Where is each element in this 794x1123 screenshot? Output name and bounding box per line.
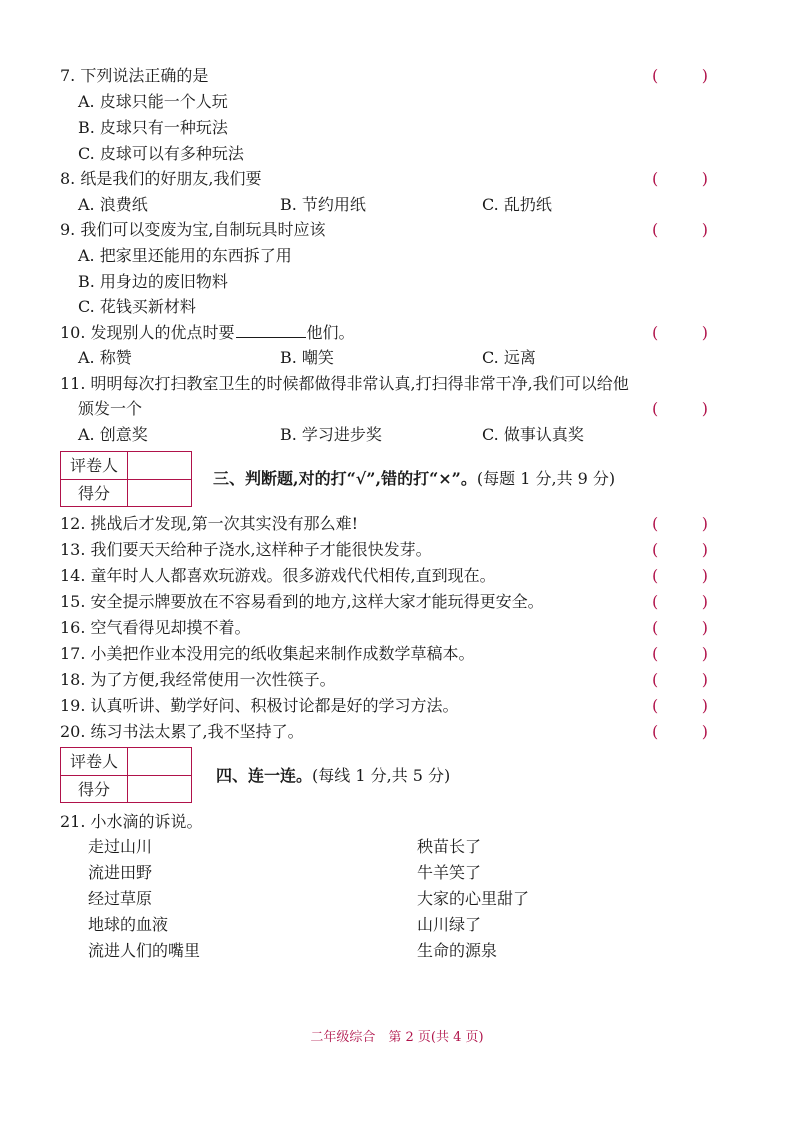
answer-bracket[interactable]: ( ) — [652, 670, 708, 689]
match-right-column — [417, 834, 529, 964]
tf-question: 20. 练习书法太累了,我不坚持了。 — [60, 722, 304, 741]
answer-bracket[interactable]: ( ) — [652, 592, 708, 611]
reviewer-label: 评卷人 — [69, 752, 118, 771]
answer-bracket[interactable]: ( ) — [652, 566, 708, 585]
match-item-left[interactable]: 流进田野 — [88, 863, 153, 882]
match-item-left[interactable]: 经过草原 — [88, 889, 153, 908]
page-footer: 二年级综合 第 2 页(共 4 页) — [310, 1030, 484, 1045]
option: B. 皮球只有一种玩法 — [78, 118, 228, 137]
question-stem: 9. 我们可以变废为宝,自制玩具时应该 — [60, 220, 326, 239]
match-item-right[interactable]: 山川绿了 — [417, 915, 482, 934]
match-item-left[interactable]: 流进人们的嘴里 — [88, 941, 201, 960]
answer-bracket[interactable]: ( ) — [652, 399, 708, 418]
match-item-right[interactable]: 牛羊笑了 — [417, 863, 482, 882]
answer-bracket[interactable]: ( ) — [652, 722, 708, 741]
tf-question: 16. 空气看得见却摸不着。 — [60, 618, 251, 637]
score-box — [60, 451, 192, 507]
options-row — [78, 423, 678, 447]
answer-bracket[interactable]: ( ) — [652, 540, 708, 559]
option: C. 远离 — [482, 348, 536, 367]
question-stem: 8. 纸是我们的好朋友,我们要 — [60, 169, 262, 188]
tf-question: 17. 小美把作业本没用完的纸收集起来制作成数学草稿本。 — [60, 644, 475, 663]
answer-bracket[interactable]: ( ) — [652, 220, 708, 239]
options-row — [78, 193, 678, 217]
question-stem: 21. 小水滴的诉说。 — [60, 812, 203, 831]
option: A. 称赞 — [78, 348, 132, 367]
option: C. 皮球可以有多种玩法 — [78, 144, 244, 163]
section-title: 三、判断题,对的打“√”,错的打“×”。(每题 1 分,共 9 分) — [213, 469, 616, 488]
answer-bracket[interactable]: ( ) — [652, 644, 708, 663]
match-item-left[interactable]: 走过山川 — [88, 837, 153, 856]
score-box — [60, 747, 192, 803]
score-label: 得分 — [77, 780, 110, 799]
reviewer-label: 评卷人 — [69, 456, 118, 475]
match-item-right[interactable]: 大家的心里甜了 — [417, 889, 530, 908]
option: C. 做事认真奖 — [482, 425, 584, 444]
score-label: 得分 — [77, 484, 110, 503]
tf-question: 18. 为了方便,我经常使用一次性筷子。 — [60, 670, 336, 689]
tf-question: 12. 挑战后才发现,第一次其实没有那么难! — [60, 514, 359, 533]
tf-question: 19. 认真听讲、勤学好问、积极讨论都是好的学习方法。 — [60, 696, 459, 715]
tf-question: 13. 我们要天天给种子浇水,这样种子才能很快发芽。 — [60, 540, 432, 559]
option: C. 花钱买新材料 — [78, 297, 196, 316]
answer-bracket[interactable]: ( ) — [652, 169, 708, 188]
match-item-right[interactable]: 生命的源泉 — [417, 941, 498, 960]
question-stem-continued: 颁发一个 — [78, 399, 143, 418]
answer-bracket[interactable]: ( ) — [652, 323, 708, 342]
option: C. 乱扔纸 — [482, 195, 552, 214]
question-stem: 7. 下列说法正确的是 — [60, 66, 209, 85]
match-item-left[interactable]: 地球的血液 — [88, 915, 169, 934]
option: A. 创意奖 — [78, 425, 148, 444]
answer-bracket[interactable]: ( ) — [652, 514, 708, 533]
match-item-right[interactable]: 秧苗长了 — [417, 837, 482, 856]
answer-bracket[interactable]: ( ) — [652, 618, 708, 637]
option: A. 浪费纸 — [78, 195, 148, 214]
option: B. 嘲笑 — [280, 348, 334, 367]
answer-bracket[interactable]: ( ) — [652, 696, 708, 715]
match-left-column — [88, 834, 200, 964]
answer-bracket[interactable]: ( ) — [652, 66, 708, 85]
option: B. 学习进步奖 — [280, 425, 382, 444]
option: B. 用身边的废旧物料 — [78, 272, 228, 291]
option: B. 节约用纸 — [280, 195, 366, 214]
fill-blank[interactable] — [236, 321, 306, 338]
section-title: 四、连一连。(每线 1 分,共 5 分) — [216, 766, 451, 785]
tf-question: 14. 童年时人人都喜欢玩游戏。很多游戏代代相传,直到现在。 — [60, 566, 496, 585]
question-stem: 11. 明明每次打扫教室卫生的时候都做得非常认真,打扫得非常干净,我们可以给他 — [60, 374, 629, 393]
options-row — [78, 346, 678, 370]
option: A. 皮球只能一个人玩 — [78, 92, 228, 111]
tf-question: 15. 安全提示牌要放在不容易看到的地方,这样大家才能玩得更安全。 — [60, 592, 544, 611]
option: A. 把家里还能用的东西拆了用 — [78, 246, 292, 265]
question-stem: 10. 发现别人的优点时要 他们。 — [60, 323, 355, 342]
